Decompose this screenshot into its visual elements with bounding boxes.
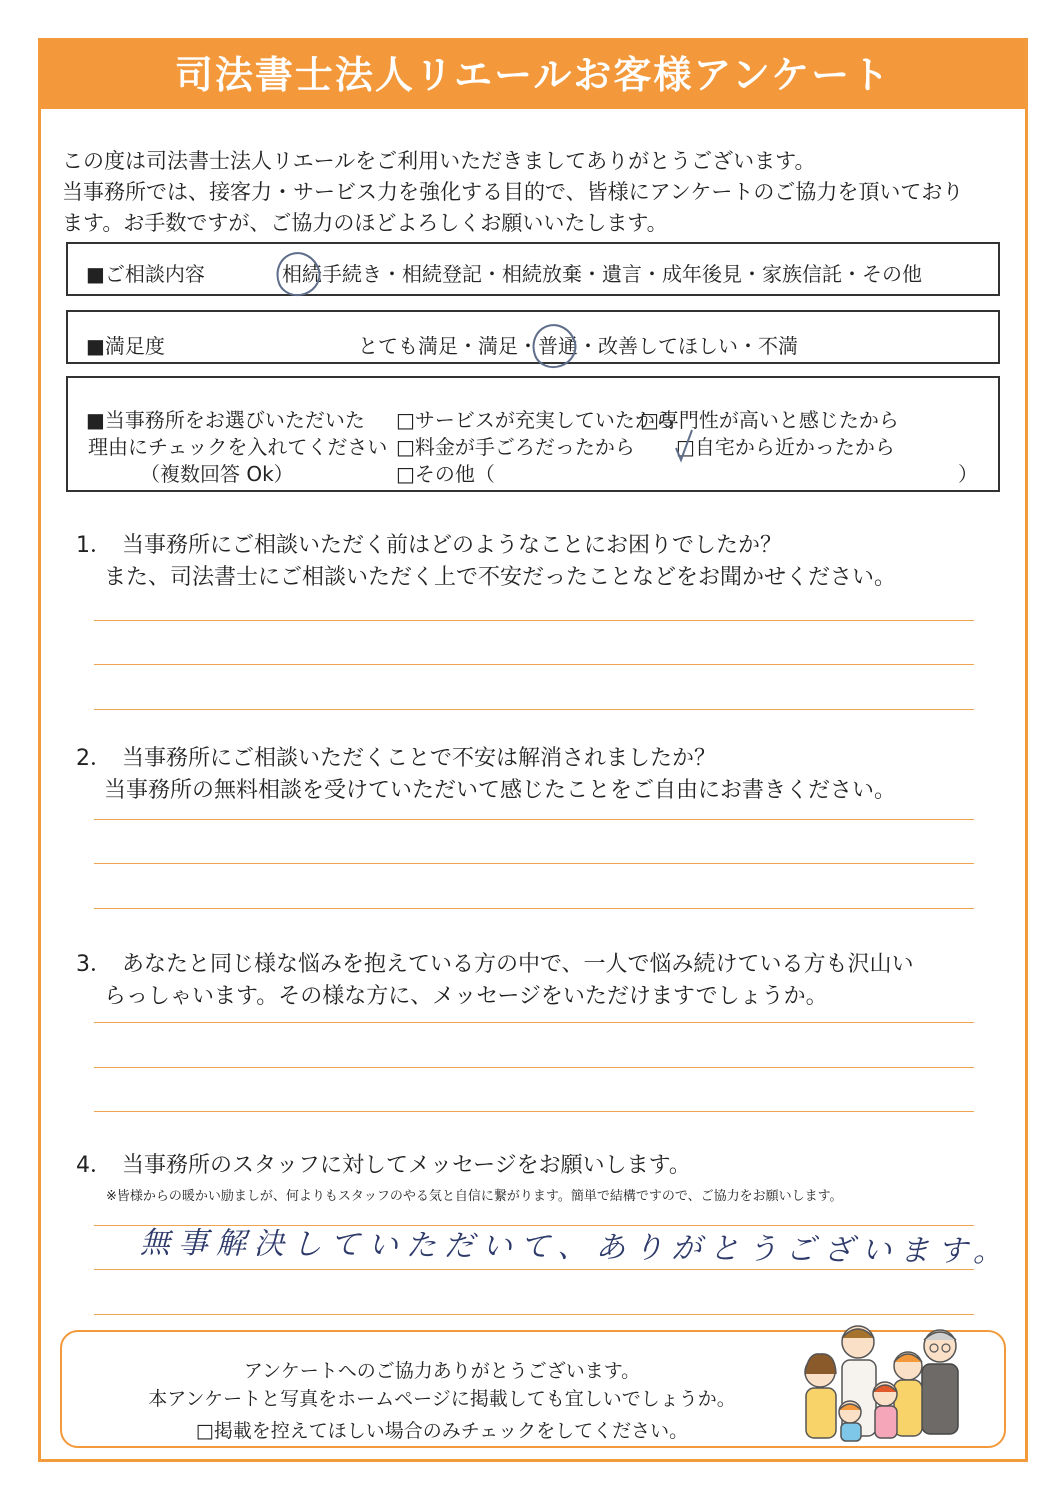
satisfaction-box bbox=[66, 310, 1000, 364]
reason-option-other[interactable]: □その他（ bbox=[396, 462, 495, 486]
answer-line[interactable] bbox=[94, 620, 974, 621]
answer-line[interactable] bbox=[94, 1067, 974, 1068]
reason-option-expertise[interactable]: □専門性が高いと感じたから bbox=[640, 408, 899, 432]
answer-line[interactable] bbox=[94, 1111, 974, 1112]
footer-publish-question: 本アンケートと写真をホームページに掲載しても宜しいでしょうか。 bbox=[148, 1388, 736, 1410]
reason-label: （複数回答 Ok） bbox=[140, 462, 294, 486]
intro-line: ます。お手数ですが、ご協力のほどよろしくお願いいたします。 bbox=[62, 211, 668, 235]
answer-line[interactable] bbox=[94, 664, 974, 665]
answer-line[interactable] bbox=[94, 1269, 974, 1270]
header-bar bbox=[41, 41, 1025, 109]
intro-line: 当事務所では、接客力・サービス力を強化する目的で、皆様にアンケートのご協力を頂いており bbox=[62, 180, 964, 204]
reason-label: 理由にチェックを入れてください bbox=[88, 435, 388, 459]
check-mark-icon bbox=[673, 428, 695, 464]
consultation-label: ■ご相談内容 bbox=[86, 262, 205, 286]
page-title: 司法書士法人リエールお客様アンケート bbox=[174, 53, 892, 97]
reason-option-service[interactable]: □サービスが充実していたから bbox=[396, 408, 675, 432]
satisfaction-label: ■満足度 bbox=[86, 334, 165, 358]
consultation-options bbox=[282, 258, 922, 287]
question-2 bbox=[76, 743, 896, 807]
answer-line[interactable] bbox=[94, 819, 974, 820]
consultation-selected-option[interactable]: 相続手続き bbox=[282, 262, 382, 286]
question-text: らっしゃいます。その様な方に、メッセージをいただけますでしょうか。 bbox=[104, 984, 828, 1009]
answer-line[interactable] bbox=[94, 908, 974, 909]
family-illustration bbox=[790, 1316, 970, 1446]
satisfaction-options-before[interactable]: とても満足・満足・ bbox=[358, 334, 538, 358]
question-number: 4． bbox=[76, 1153, 112, 1178]
answer-line[interactable] bbox=[94, 863, 974, 864]
question-text: また、司法書士にご相談いただく上で不安だったことなどをお聞かせください。 bbox=[104, 565, 897, 590]
question-number: 1． bbox=[76, 533, 112, 558]
question-text: 当事務所にご相談いただく前はどのようなことにお困りでしたか？ bbox=[122, 533, 783, 558]
footer-opt-out-checkbox[interactable]: □掲載を控えてほしい場合のみチェックをしてください。 bbox=[195, 1420, 689, 1442]
handwritten-answer: 無事解決していただいて、ありがとうございます。 bbox=[139, 1225, 1012, 1270]
question-number: 3． bbox=[76, 952, 112, 977]
question-text: あなたと同じ様な悩みを抱えている方の中で、一人で悩み続けている方も沢山い bbox=[122, 952, 914, 977]
answer-line[interactable] bbox=[94, 1314, 974, 1315]
reason-option-near-home[interactable]: □自宅から近かったから bbox=[676, 435, 895, 459]
reason-option-other-close: ） bbox=[958, 462, 978, 486]
answer-line[interactable] bbox=[94, 1022, 974, 1023]
question-text: 当事務所にご相談いただくことで不安は解消されましたか？ bbox=[122, 746, 717, 771]
intro-text bbox=[62, 146, 1012, 239]
satisfaction-options bbox=[358, 330, 798, 359]
question-number: 2． bbox=[76, 746, 112, 771]
question-text: 当事務所のスタッフに対してメッセージをお願いします。 bbox=[122, 1153, 691, 1178]
question-4 bbox=[76, 1150, 691, 1182]
consultation-box bbox=[66, 242, 1000, 296]
reason-option-price[interactable]: □料金が手ごろだったから bbox=[396, 435, 635, 459]
question-3 bbox=[76, 949, 914, 1013]
question-1 bbox=[76, 530, 896, 594]
intro-line: この度は司法書士法人リエールをご利用いただきましてありがとうございます。 bbox=[62, 149, 816, 173]
question-note: ※皆様からの暖かい励ましが、何よりもスタッフのやる気と自信に繋がります。簡単で結構ですので、ご協力をお願いします。 bbox=[106, 1189, 843, 1204]
question-text: 当事務所の無料相談を受けていただいて感じたことをご自由にお書きください。 bbox=[104, 778, 897, 803]
answer-line[interactable] bbox=[94, 709, 974, 710]
footer-thanks: アンケートへのご協力ありがとうございます。 bbox=[243, 1360, 641, 1382]
reason-label: ■当事務所をお選びいただいた bbox=[86, 408, 365, 432]
satisfaction-selected-option[interactable]: 普通 bbox=[538, 334, 578, 358]
consultation-other-options[interactable]: ・相続登記・相続放棄・遺言・成年後見・家族信託・その他 bbox=[382, 262, 922, 286]
satisfaction-options-after[interactable]: ・改善してほしい・不満 bbox=[578, 334, 798, 358]
